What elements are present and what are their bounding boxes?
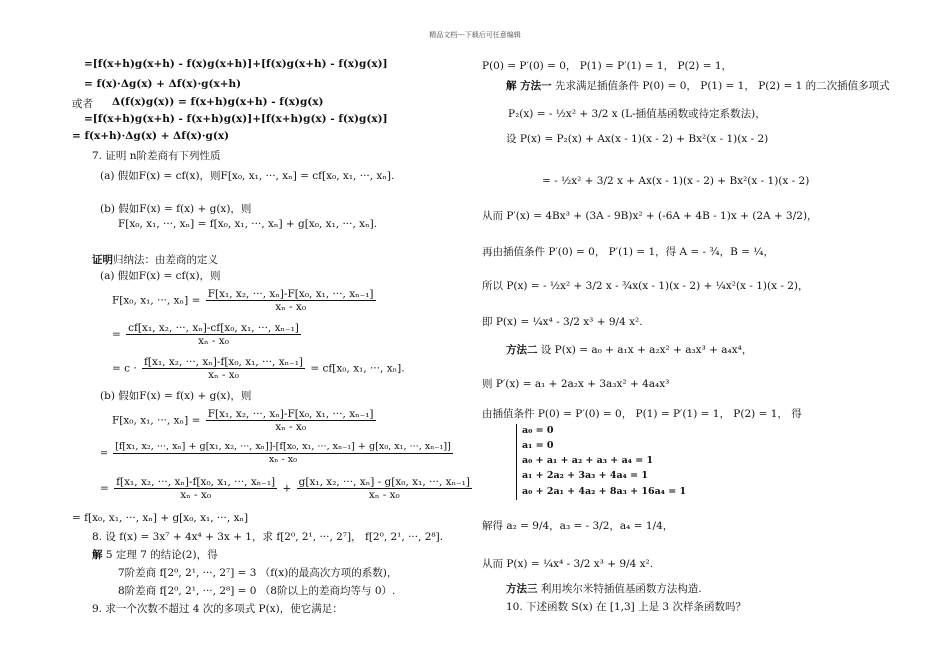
numerator: cf[x₁, x₂, ···, xₙ]-cf[x₀, x₁, ···, xₙ₋₁]: [128, 322, 299, 334]
p-expand: = - ½x² + 3/2 x + Ax(x - 1)(x - 2) + Bx²(x - 1)(x - 2): [542, 175, 810, 187]
denominator: xₙ - x₀: [208, 369, 239, 381]
or-label: 或者: [72, 98, 93, 110]
p-result-1: 所以 P(x) = - ½x² + 3/2 x - ¾x(x - 1)(x - 2) + ¼x²(x - 1)(x - 2)，: [482, 280, 809, 292]
solve-a: 解得 a₂ = 9/4，a₃ = - 3/2，a₄ = 1/4，: [482, 520, 674, 532]
problem-8-step2: 8阶差商 f[2⁰, 2¹, ···, 2⁸] = 0 （8阶以上的差商均等与 0）.: [118, 585, 396, 597]
conditions-2: 由插值条件 P(0) = P′(0) = 0， P(1) = P′(1) = 1， P(2) = 1， 得: [482, 408, 802, 420]
problem-8-solution: [92, 549, 218, 561]
proof-b: (b) 假如F(x) = f(x) + g(x)，则: [100, 390, 252, 402]
problem-7b-eq: F[x₀, x₁, ···, xₙ] = f[x₀, x₁, ···, xₙ] + g[x₀, x₁, ···, xₙ].: [118, 218, 378, 230]
fraction: [126, 322, 301, 347]
proof-b-eq2: = [f[x₁, x₂, ···, xₙ] + g[x₁, x₂, ···, xₙ]]-[f[x₀, x₁, ···, xₙ₋₁] + g[x₀, x₁, ···, xₙ₋₁]] xₙ - x₀: [100, 441, 451, 465]
proof-heading: [92, 254, 218, 266]
system-brace: [516, 424, 517, 500]
numerator: f[x₁, x₂, ···, xₙ]-f[x₀, x₁, ···, xₙ₋₁]: [116, 476, 276, 488]
proof-a-eq1: [112, 288, 378, 313]
proof-b-eq1: [112, 408, 378, 433]
method-two: [506, 344, 752, 356]
method-one: [506, 80, 890, 92]
method-text: 设 P(x) = a₀ + a₁x + a₂x² + a₃x³ + a₄x⁴，: [537, 344, 753, 356]
denominator: xₙ - x₀: [275, 301, 307, 313]
system-eq: a₀ + 2a₁ + 4a₂ + 8a₃ + 16a₄ = 1: [522, 486, 687, 497]
eq-lhs: F[x₀, x₁, ···, xₙ] =: [112, 414, 201, 427]
system-eq: a₁ + 2a₂ + 3a₃ + 4a₄ = 1: [522, 470, 649, 481]
c-factor: = c ·: [112, 362, 137, 375]
denominator: xₙ - x₀: [368, 489, 400, 501]
p-derivative: 从而 P′(x) = 4Bx³ + (3A - 9B)x² + (-6A + 4B - 1)x + (2A + 3/2)，: [482, 210, 818, 222]
proof-a-eq3: [112, 356, 405, 381]
system-eq: a₀ + a₁ + a₂ + a₃ + a₄ = 1: [522, 455, 654, 466]
eq-line: = f(x)·Δg(x) + Δf(x)·g(x+h): [84, 78, 242, 90]
p-result-3: 从而 P(x) = ¼x⁴ - 3/2 x³ + 9/4 x².: [482, 558, 654, 570]
fraction: [206, 408, 376, 433]
problem-10: 10. 下述函数 S(x) 在 [1,3] 上是 3 次样条函数吗？: [506, 601, 746, 613]
fraction: [297, 476, 472, 501]
denominator: xₙ - x₀: [180, 489, 212, 501]
numerator: g[x₁, x₂, ···, xₙ] - g[x₀, x₁, ···, xₙ₋₁]: [298, 476, 470, 488]
denominator: xₙ - x₀: [275, 421, 307, 433]
eq-line: =[f(x+h)g(x+h) - f(x+h)g(x)]+[f(x+h)g(x) - f(x)g(x)]: [84, 113, 388, 125]
method-text: 先求满足插值条件 P(0) = 0， P(1) = 1， P(2) = 1 的二次插值多项式: [551, 80, 890, 92]
method-three: [506, 583, 702, 595]
proof-b-eq3: = $\frac{\text{f[x₁, x₂, ···, xₙ]-f[x₀, x₁, ···, xₙ₋₁]}}{\text{xₙ - x₀}}$ + $\frac{\text{g[x₁, x₂, ···, xₙ] - g[x₀, x₁, ···, xₙ₋₁]}}{\text{xₙ - x₀}}$: [100, 476, 470, 501]
numerator: f[x₁, x₂, ···, xₙ]-f[x₀, x₁, ···, xₙ₋₁]: [144, 356, 304, 368]
numerator: [f[x₁, x₂, ···, xₙ] + g[x₁, x₂, ···, xₙ]]-[f[x₀, x₁, ···, xₙ₋₁] + g[x₀, x₁, ···, xₙ₋₁]]: [115, 441, 451, 452]
eq-line: Δ(f(x)g(x)) = f(x+h)g(x+h) - f(x)g(x): [112, 96, 324, 108]
p2-def: P₂(x) = - ½x² + 3/2 x (L-插值基函数或待定系数法)，: [508, 108, 766, 120]
fraction: [142, 356, 305, 381]
proof-a-eq2: = $\frac{\text{cf[x₁, x₂, ···, xₙ]-cf[x₀, x₁, ···, xₙ₋₁]}}{\text{xₙ - x₀}}$: [112, 322, 299, 347]
problem-8-step1: 7阶差商 f[2⁰, 2¹, ···, 2⁷] = 3 （f(x)的最高次方项的系数)，: [118, 567, 398, 579]
problem-7: 7. 证明 n阶差商有下列性质: [92, 150, 221, 162]
eq-line: =[f(x+h)g(x+h) - f(x)g(x+h)]+[f(x)g(x+h) - f(x)g(x)]: [84, 58, 388, 70]
denominator: xₙ - x₀: [268, 454, 298, 465]
system-eq: a₁ = 0: [522, 440, 554, 451]
proof-label: 证明: [92, 254, 113, 266]
proof-a: (a) 假如F(x) = cf(x)，则: [100, 270, 221, 282]
denominator: xₙ - x₀: [198, 335, 229, 347]
fraction: [114, 476, 277, 501]
eq-line: = f(x+h)·Δg(x) + Δf(x)·g(x): [72, 130, 230, 142]
numerator: F[x₁, x₂, ···, xₙ]-F[x₀, x₁, ···, xₙ₋₁]: [207, 408, 374, 420]
solution-label: 解: [92, 549, 103, 561]
conditions: P(0) = P′(0) = 0， P(1) = P′(1) = 1， P(2) = 1，: [482, 60, 733, 72]
problem-9: 9. 求一个次数不超过 4 次的多项式 P(x)，使它满足：: [92, 603, 343, 615]
problem-7a: (a) 假如F(x) = cf(x)，则F[x₀, x₁, ···, xₙ] = cf[x₀, x₁, ···, xₙ].: [100, 170, 395, 182]
solution-text: 5 定理 7 的结论(2)，得: [102, 549, 218, 561]
method-label: 解 方法一: [506, 80, 552, 92]
method-text: 利用埃尔米特插值基函数方法构造.: [537, 583, 702, 595]
fraction: [113, 441, 453, 466]
method-label: 方法二: [506, 344, 538, 356]
proof-text: 归纳法：由差商的定义: [113, 254, 218, 266]
p-derivative-2: 则 P′(x) = a₁ + 2a₂x + 3a₃x² + 4a₄x³: [482, 378, 670, 390]
problem-7b: (b) 假如F(x) = f(x) + g(x)，则: [100, 203, 252, 215]
fraction: [206, 288, 376, 313]
proof-b-result: = f[x₀, x₁, ···, xₙ] + g[x₀, x₁, ···, xₙ]: [72, 512, 249, 524]
p-result-2: 即 P(x) = ¼x⁴ - 3/2 x³ + 9/4 x².: [482, 316, 643, 328]
eq-lhs: F[x₀, x₁, ···, xₙ] =: [112, 294, 201, 307]
method-label: 方法三: [506, 583, 538, 595]
system-eq: a₀ = 0: [522, 425, 554, 436]
numerator: F[x₁, x₂, ···, xₙ]-F[x₀, x₁, ···, xₙ₋₁]: [207, 288, 374, 300]
page-header: 精品文档---下载后可任意编辑: [429, 31, 521, 39]
eq-tail: = cf[x₀, x₁, ···, xₙ].: [310, 362, 405, 375]
solve-ab: 再由插值条件 P′(0) = 0， P′(1) = 1，得 A = - ¾，B = ¼，: [482, 246, 774, 258]
problem-8: 8. 设 f(x) = 3x⁷ + 4x⁴ + 3x + 1，求 f[2⁰, 2¹, ···, 2⁷]， f[2⁰, 2¹, ···, 2⁸].: [92, 531, 444, 543]
p-assume: 设 P(x) = P₂(x) + Ax(x - 1)(x - 2) + Bx²(x - 1)(x - 2): [506, 133, 769, 145]
